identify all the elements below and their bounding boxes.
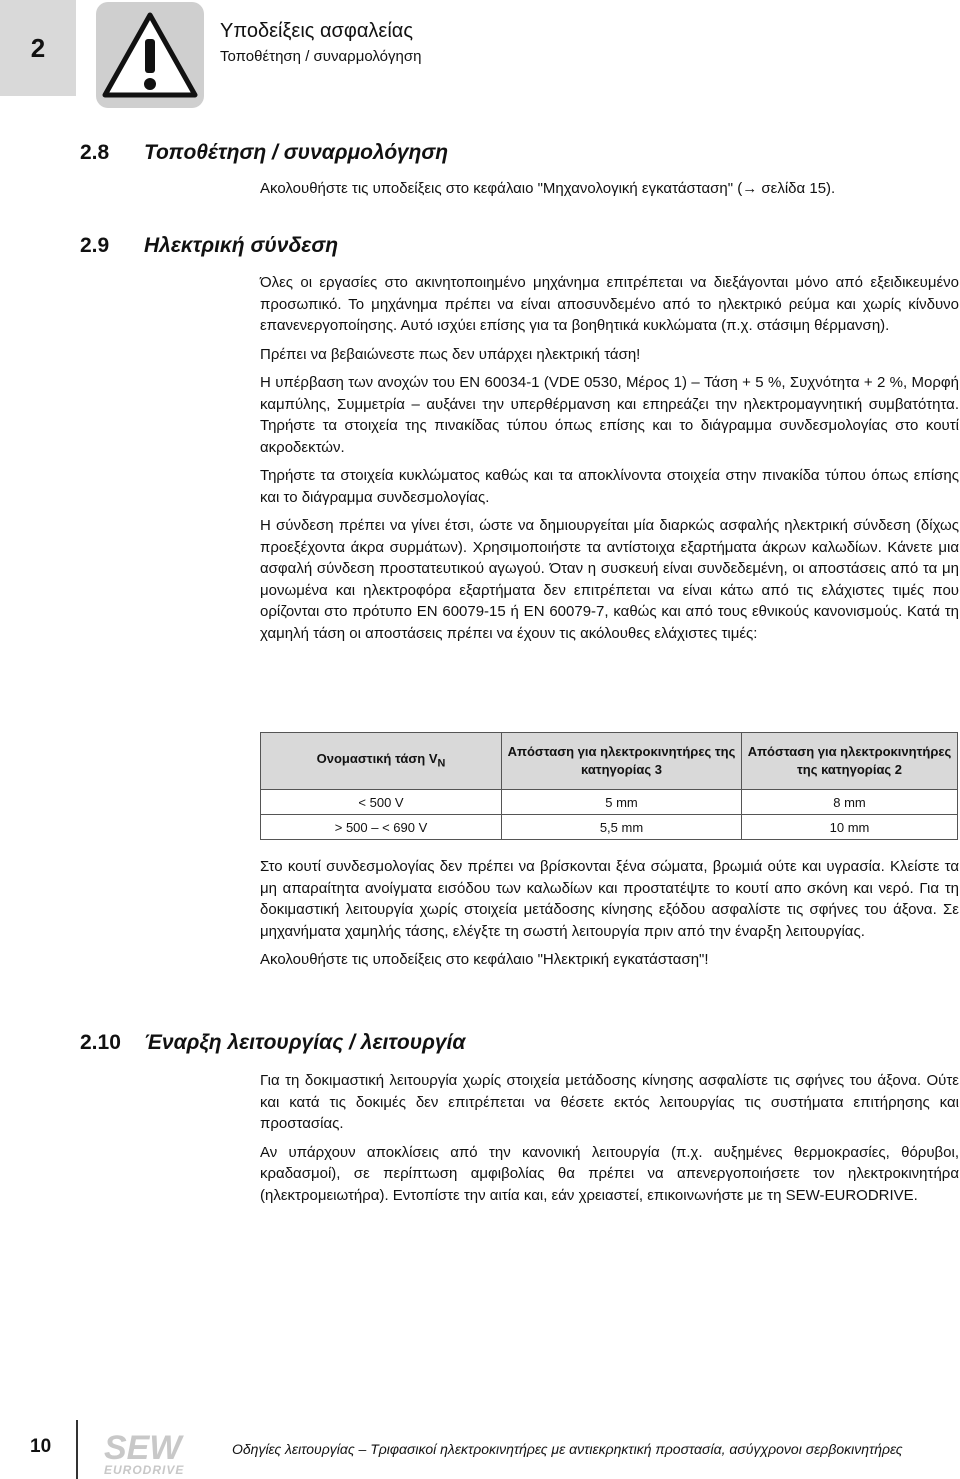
section-2-8-body [260, 178, 959, 207]
paragraph: Τηρήστε τα στοιχεία κυκλώματος καθώς και τα αποκλίνοντα στοιχεία στην πινακίδα τύπου όπως επίσης και το διάγραμμα συνδεσμολογίας. [260, 467, 959, 506]
paragraph: Ακολουθήστε τις υποδείξεις στο κεφάλαιο "Ηλεκτρική εγκατάσταση"! [260, 951, 709, 968]
header-subtitle: Τοποθέτηση / συναρμολόγηση [220, 48, 422, 65]
section-2-9-after-table [260, 856, 959, 978]
paragraph: Ακολουθήστε τις υποδείξεις στο κεφάλαιο "Μηχανολογική εγκατάσταση" (→ σελίδα 15). [260, 180, 836, 197]
paragraph: Όλες οι εργασίες στο ακινητοποιημένο μηχάνημα επιτρέπεται να διεξάγονται μόνο από εξειδικευμένο προσωπικό. Το μηχάνημα πρέπει να είναι αποσυνδεμένο από το ηλεκτρικό ρεύμα και χωρίς κίνδυνο επανενεργοποίησης. Αυτό ισχύει επίσης για τα βοηθητικά κυκλώματα (π.χ. στάσιμη θέρμανση). [260, 274, 959, 334]
paragraph: Αν υπάρχουν αποκλίσεις από την κανονική λειτουργία (π.χ. αυξημένες θερμοκρασίες, θόρυβοι, κραδασμοί), σε περίπτωση αμφιβολίας θα πρέπει να απενεργοποιήσετε τον ηλεκτροκινητήρα (ηλεκτρομειωτήρα). Εντοπίστε την αιτία και, εάν χρειαστεί, επικοινωνήστε με τη SEW-EURODRIVE. [260, 1143, 959, 1204]
page-number: 10 [30, 1436, 52, 1457]
header-rated-voltage: Ονομαστική τάση $V_N$ [261, 733, 502, 790]
section-title: Ηλεκτρική σύνδεση [144, 234, 339, 257]
footer-document-title: Οδηγίες λειτουργίας – Τριφασικοί ηλεκτροκινητήρες με αντιεκρηκτική προστασία, ασύγχρονοι σερβοκινητήρες [232, 1441, 903, 1457]
paragraph: Στο κουτί συνδεσμολογίας δεν πρέπει να βρίσκονται ξένα σώματα, βρωμιά ούτε και υγρασία. Κλείστε τα μη απαραίτητα ανοίγματα εισόδου των καλωδίων και προστατέψτε το κουτί απο σκόνη και νερό. Για τη δοκιμαστική λειτουργία χωρίς στοιχεία μετάδοσης κίνησης εξόδου ασφαλίστε τις σφήνες του άξονα. Σε μηχανήματα χαμηλής τάσης, ελέγξτε τη σωστή λειτουργία πριν από την έναρξη λειτουργίας. [260, 858, 959, 940]
clearance-table [260, 732, 958, 840]
section-2-9-body [260, 272, 959, 651]
chapter-tab [0, 0, 76, 96]
section-number: 2.9 [80, 234, 110, 257]
paragraph: Η σύνδεση πρέπει να γίνει έτσι, ώστε να δημιουργείται μία διαρκώς ασφαλής ηλεκτρική σύνδεση (δίχως προεξέχοντα άκρα συρμάτων). Χρησιμοποιήστε τα αντίστοιχα εξαρτήματα άκρων καλωδίων. Κάνετε μια ασφαλή σύνδεση προστατευτικού αγωγού. Όταν η συσκευή είναι συνδεδεμένη, οι αποστάσεις από τα μη μονωμένα και ηλεκτροφόρα εξαρτήματα δεν επιτρέπεται να είναι κάτω από τις ελάχιστες τιμές που ορίζονται στο πρότυπο EN 60079-15 ή EN 60079-7, καθώς και από τους εθνικούς κανονισμούς. Κατά τη χαμηλή τάση οι αποστάσεις πρέπει να έχουν τις ακόλουθες ελάχιστες τιμές: [260, 517, 959, 642]
section-2-10-body [260, 1070, 959, 1213]
header-distance-cat2: Απόσταση για ηλεκτροκινητήρες της κατηγορίας 2 [742, 733, 958, 790]
svg-text:EURODRIVE: EURODRIVE [104, 1463, 185, 1477]
section-heading-2-10 [80, 1031, 465, 1055]
footer-divider [76, 1420, 78, 1479]
table-cell: 5 mm [502, 790, 742, 815]
table-cell: < 500 V [261, 790, 502, 815]
table-cell: 5,5 mm [502, 815, 742, 840]
paragraph: Για τη δοκιμαστική λειτουργία χωρίς στοιχεία μετάδοσης κίνησης ασφαλίστε τις σφήνες του άξονα. Ούτε και κατά τις δοκιμές δεν επιτρέπεται να θέσετε εκτός λειτουργίας τις συστήματα επιτήρησης και προστασίας. [260, 1072, 959, 1132]
table-cell: 10 mm [742, 815, 958, 840]
chapter-number: 2 [30, 32, 46, 63]
table-header-row [261, 733, 958, 790]
section-number: 2.10 [80, 1031, 121, 1054]
paragraph: Πρέπει να βεβαιώνεστε πως δεν υπάρχει ηλεκτρική τάση! [260, 345, 641, 363]
section-title: Έναρξη λειτουργίας / λειτουργία [144, 1031, 466, 1054]
warning-box [96, 2, 204, 108]
table-cell: > 500 – < 690 V [261, 815, 502, 840]
sew-eurodrive-logo [100, 1427, 210, 1477]
header-distance-cat3: Απόσταση για ηλεκτροκινητήρες της κατηγορίας 3 [502, 733, 742, 790]
section-heading-2-9 [80, 234, 338, 258]
section-title: Τοποθέτηση / συναρμολόγηση [144, 141, 449, 164]
table-cell: 8 mm [742, 790, 958, 815]
table-row [261, 790, 958, 815]
warning-triangle-icon [102, 11, 198, 99]
table-row [261, 815, 958, 840]
section-heading-2-8 [80, 141, 448, 165]
header-title: Υποδείξεις ασφαλείας [220, 20, 413, 42]
paragraph: Η υπέρβαση των ανοχών του EN 60034-1 (VDE 0530, Μέρος 1) – Τάση + 5 %, Συχνότητα + 2 %, Μορφή καμπύλης, Συμμετρία – αυξάνει την υπερθέρμανση και επηρεάζει την ηλεκτρομαγνητική συμβατότητα. Τηρήστε τα στοιχεία της πινακίδας τύπου όπως επίσης και το διάγραμμα συνδεσμολογίας στο κουτί ακροδεκτών. [260, 374, 959, 456]
svg-text:SEW: SEW [104, 1429, 182, 1467]
section-number: 2.8 [80, 141, 110, 164]
